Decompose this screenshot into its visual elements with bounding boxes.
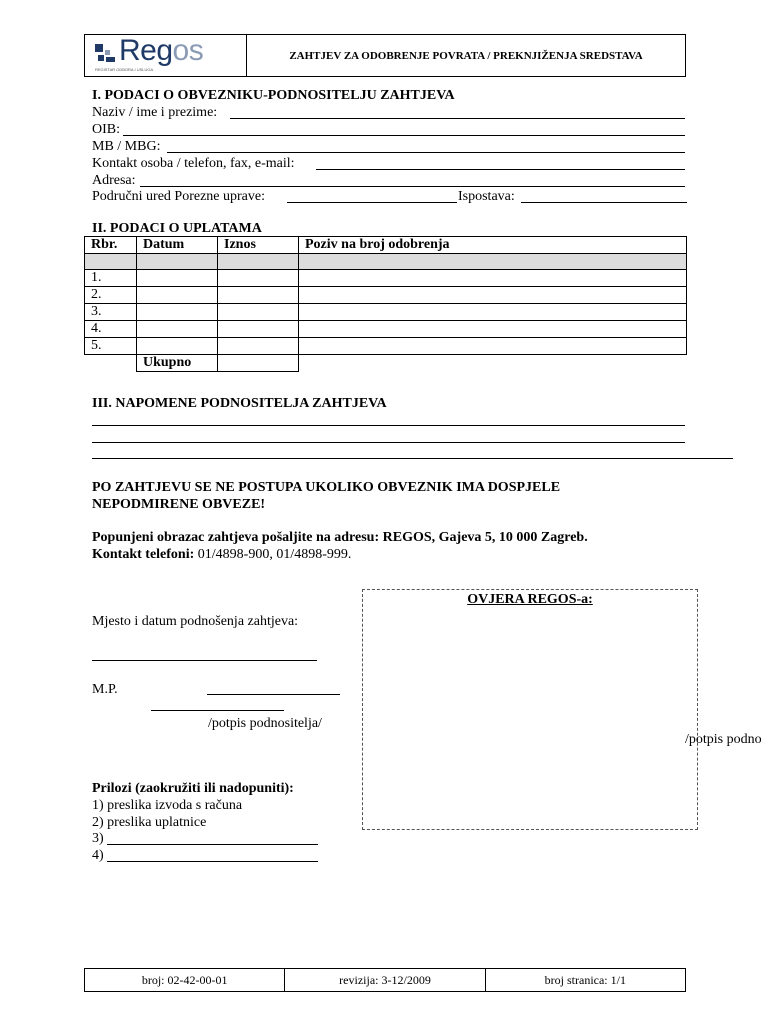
- attachment-item-4: 4): [92, 848, 104, 863]
- field-name-input[interactable]: [230, 118, 685, 119]
- table-cell: [218, 254, 299, 270]
- notes-line-2[interactable]: [92, 442, 685, 443]
- form-header: [84, 34, 686, 77]
- form-title: ZAHTJEV ZA ODOBRENJE POVRATA / PREKNJIŽENJA SREDSTAVA: [289, 49, 643, 62]
- poziv-cell[interactable]: [299, 338, 687, 355]
- warning-line-2: NEPODMIRENE OBVEZE!: [92, 497, 266, 512]
- table-row: [85, 304, 687, 321]
- column-header-rbr: Rbr.: [85, 237, 137, 254]
- poziv-cell[interactable]: [299, 304, 687, 321]
- field-address-input[interactable]: [140, 186, 685, 187]
- table-cell: [137, 254, 218, 270]
- footer-revision: revizija: 3-12/2009: [284, 969, 484, 991]
- table-cell: [299, 355, 687, 372]
- field-address-label: Adresa:: [92, 173, 136, 188]
- row-number: 4.: [85, 321, 137, 338]
- attachment-4-input[interactable]: [107, 861, 318, 862]
- datum-cell[interactable]: [137, 270, 218, 287]
- signature-line[interactable]: [151, 710, 284, 711]
- regos-verification-box: [362, 589, 698, 830]
- poziv-cell[interactable]: [299, 270, 687, 287]
- column-header-iznos: Iznos: [218, 237, 299, 254]
- regos-logo-tagline: REGISTAR ODBORA I USLUGA: [95, 67, 154, 72]
- field-ispostava-label: Ispostava:: [458, 189, 515, 204]
- field-mb-label: MB / MBG:: [92, 139, 161, 154]
- contact-phones-text: Kontakt telefoni: 01/4898-900, 01/4898-999.: [92, 547, 352, 562]
- signature-label: /potpis podnositelja/: [208, 716, 322, 731]
- row-number: 5.: [85, 338, 137, 355]
- datum-cell[interactable]: [137, 304, 218, 321]
- poziv-cell[interactable]: [299, 321, 687, 338]
- field-ispostava-input[interactable]: [521, 202, 687, 203]
- section3-heading: III. NAPOMENE PODNOSITELJA ZAHTJEVA: [92, 396, 387, 411]
- attachment-item-3: 3): [92, 831, 104, 846]
- table-shaded-row: [85, 254, 687, 270]
- field-oib-label: OIB:: [92, 122, 120, 137]
- iznos-cell[interactable]: [218, 321, 299, 338]
- field-name-label: Naziv / ime i prezime:: [92, 105, 218, 120]
- iznos-cell[interactable]: [218, 270, 299, 287]
- footer-page-count: broj stranica: 1/1: [485, 969, 685, 991]
- section2-heading: II. PODACI O UPLATAMA: [92, 221, 262, 236]
- row-number: 1.: [85, 270, 137, 287]
- verification-title: OVJERA REGOS-a:: [467, 592, 593, 607]
- attachment-item-1: 1) preslika izvoda s računa: [92, 798, 243, 813]
- row-number: 2.: [85, 287, 137, 304]
- place-date-label: Mjesto i datum podnošenja zahtjeva:: [92, 614, 299, 629]
- datum-cell[interactable]: [137, 338, 218, 355]
- table-row: [85, 321, 687, 338]
- verification-signature-label: /potpis podno: [685, 732, 762, 747]
- field-tax-office-label: Područni ured Porezne uprave:: [92, 189, 265, 204]
- row-number: 3.: [85, 304, 137, 321]
- total-cell[interactable]: [218, 355, 299, 372]
- table-cell: [85, 254, 137, 270]
- iznos-cell[interactable]: [218, 287, 299, 304]
- iznos-cell[interactable]: [218, 338, 299, 355]
- regos-logo-icon: [93, 42, 117, 64]
- attachment-3-input[interactable]: [107, 844, 318, 845]
- column-header-poziv: Poziv na broj odobrenja: [299, 237, 687, 254]
- attachment-item-2: 2) preslika uplatnice: [92, 815, 207, 830]
- datum-cell[interactable]: [137, 321, 218, 338]
- place-date-input[interactable]: [92, 660, 317, 661]
- iznos-cell[interactable]: [218, 304, 299, 321]
- notes-line-1[interactable]: [92, 425, 685, 426]
- field-oib-input[interactable]: [123, 135, 685, 136]
- footer-doc-number: broj: 02-42-00-01: [141, 972, 228, 987]
- table-cell: [85, 355, 137, 372]
- send-address-text: Popunjeni obrazac zahtjeva pošaljite na adresu: REGOS, Gajeva 5, 10 000 Zagreb.: [92, 530, 588, 545]
- table-row: [85, 270, 687, 287]
- table-header-row: [85, 237, 687, 254]
- datum-cell[interactable]: [137, 287, 218, 304]
- table-row: [85, 338, 687, 355]
- section1-heading: I. PODACI O OBVEZNIKU-PODNOSITELJU ZAHTJEVA: [92, 88, 455, 103]
- mp-line[interactable]: [207, 694, 340, 695]
- field-tax-office-input[interactable]: [287, 202, 457, 203]
- column-header-datum: Datum: [137, 237, 218, 254]
- field-contact-label: Kontakt osoba / telefon, fax, e-mail:: [92, 156, 295, 171]
- regos-logo: [93, 34, 239, 74]
- payments-table: [84, 236, 687, 372]
- table-total-row: [85, 355, 687, 372]
- form-footer: [84, 968, 686, 992]
- poziv-cell[interactable]: [299, 287, 687, 304]
- table-row: [85, 287, 687, 304]
- field-mb-input[interactable]: [167, 152, 685, 153]
- table-cell: [299, 254, 687, 270]
- attachments-heading: Prilozi (zaokružiti ili nadopuniti):: [92, 781, 294, 796]
- warning-line-1: PO ZAHTJEVU SE NE POSTUPA UKOLIKO OBVEZNIK IMA DOSPJELE: [92, 480, 561, 495]
- field-contact-input[interactable]: [316, 169, 685, 170]
- mp-label: M.P.: [92, 682, 118, 697]
- notes-line-3[interactable]: [92, 458, 733, 459]
- regos-logo-wordmark: Regos: [119, 34, 204, 67]
- total-label: Ukupno: [137, 355, 218, 372]
